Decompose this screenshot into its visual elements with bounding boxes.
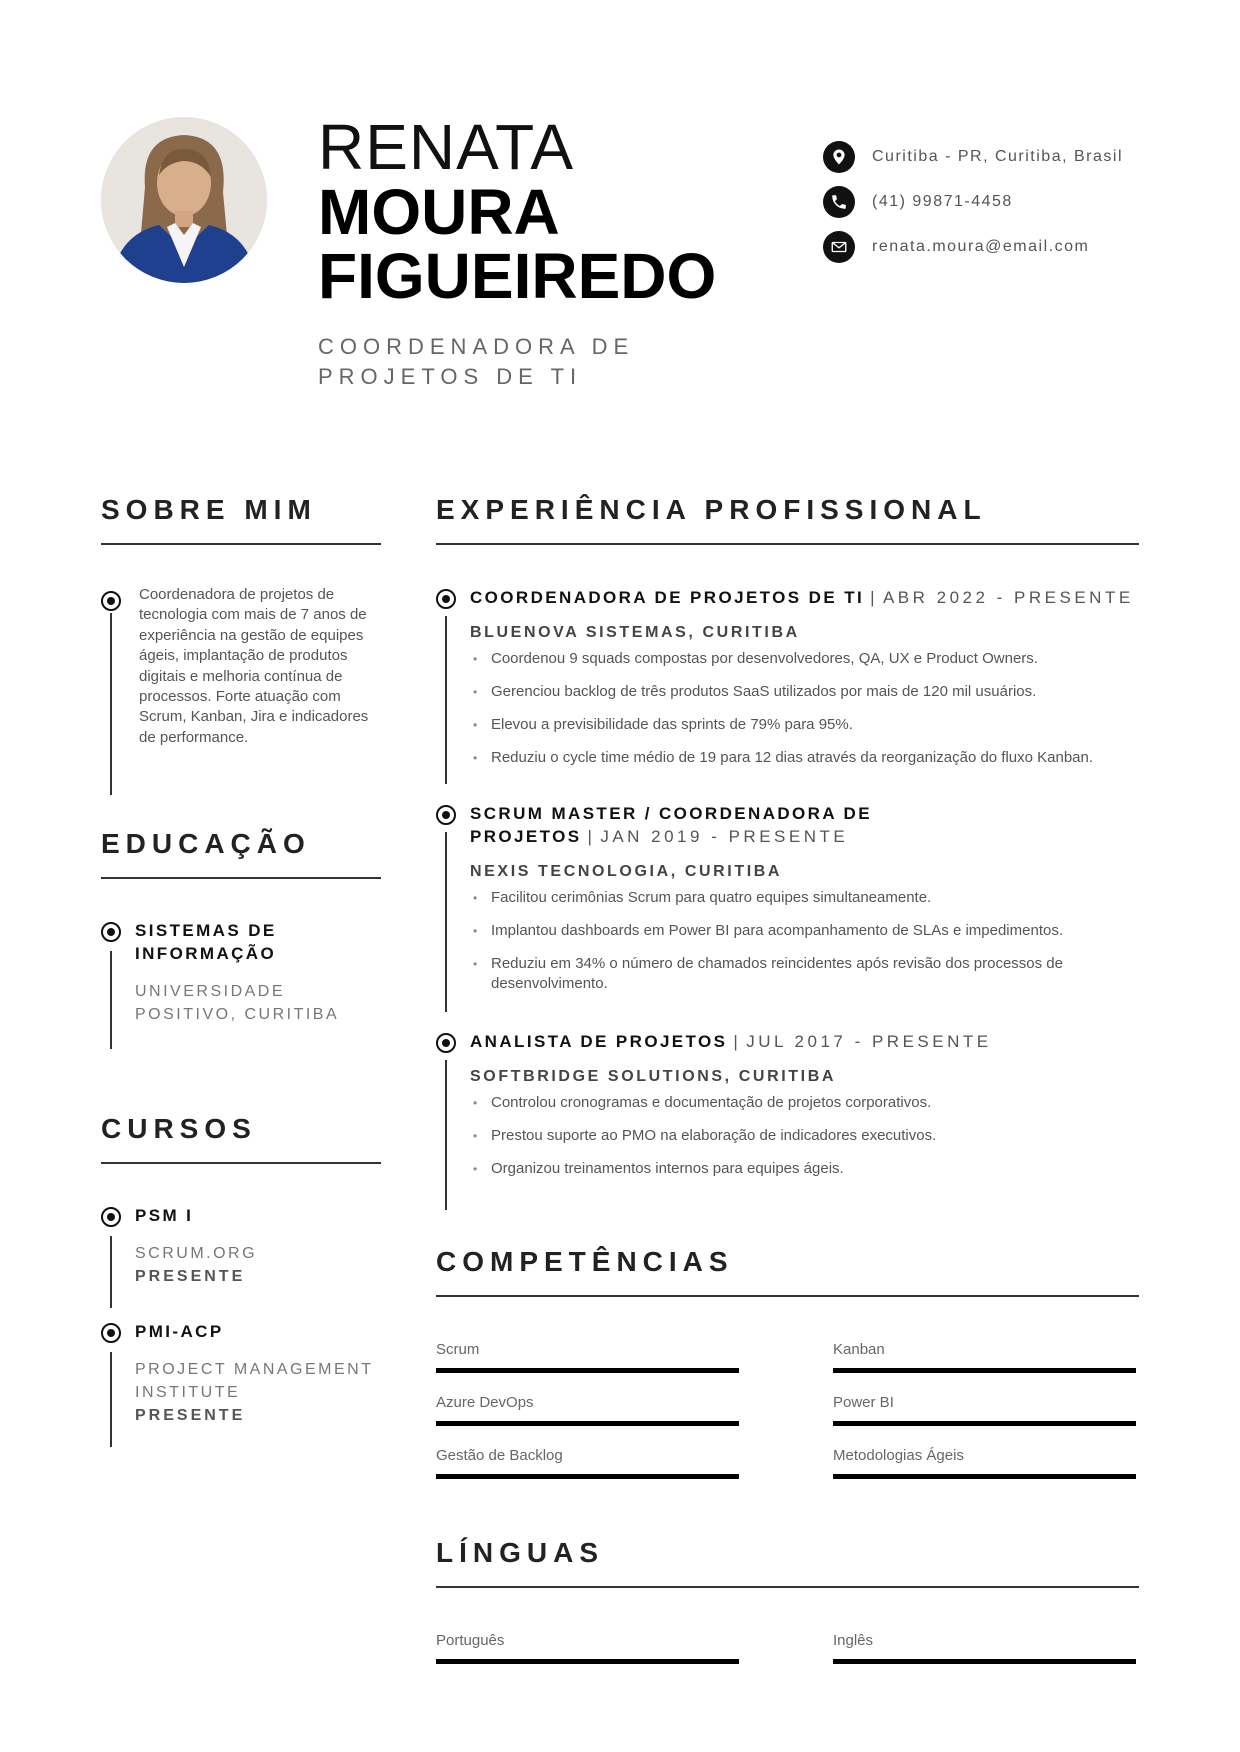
- contact-list: [823, 141, 1153, 276]
- timeline-dot: [101, 922, 121, 942]
- experience-item-3: [436, 1030, 1139, 1192]
- email-icon: [823, 231, 855, 263]
- job-title: COORDENADORA DE PROJETOS DE TI: [318, 334, 635, 389]
- experience-title: EXPERIÊNCIA PROFISSIONAL: [436, 494, 987, 525]
- experience-section: [436, 493, 1139, 545]
- about-text: Coordenadora de projetos de tecnologia com mais de 7 anos de experiência na gestão de equipes ágeis, implantação de produtos digitais e melhoria contínua de processos. Forte atuação com Scrum, Kanban, Jira e indicadores de performance.: [139, 586, 369, 746]
- languages-rule: [436, 1586, 1139, 1588]
- experience-bullet: • Elevou a previsibilidade das sprints de 79% para 95%.: [470, 715, 1150, 735]
- course-status: PRESENTE: [135, 1268, 246, 1285]
- skill-level-bar: [833, 1421, 1136, 1426]
- experience-bullet: • Organizou treinamentos internos para equipes ágeis.: [470, 1159, 1150, 1179]
- experience-company: SOFTBRIDGE SOLUTIONS, CURITIBA: [470, 1068, 836, 1085]
- about-section: [101, 493, 381, 545]
- phone-icon: [823, 186, 855, 218]
- language-name: Inglês: [833, 1632, 874, 1649]
- courses-section: [101, 1112, 381, 1164]
- contact-phone: [823, 186, 1153, 218]
- experience-bullet: • Implantou dashboards em Power BI para acompanhamento de SLAs e impedimentos.: [470, 921, 1150, 941]
- timeline-dot: [101, 1323, 121, 1343]
- experience-date: ABR 2022 - PRESENTE: [882, 588, 1134, 607]
- education-section: [101, 827, 381, 879]
- skills-grid-wrap: [436, 1340, 1139, 1499]
- experience-separator: |: [870, 588, 877, 607]
- experience-role: SCRUM MASTER / COORDENADORA DE PROJETOS: [470, 804, 872, 846]
- location-pin-icon: [823, 141, 855, 173]
- language-item: [833, 1631, 1136, 1684]
- experience-item-1: [436, 586, 1139, 781]
- experience-heading: [470, 802, 1030, 848]
- location-text: Curitiba - PR, Curitiba, Brasil: [872, 148, 1123, 165]
- course-entry: [101, 1204, 381, 1288]
- course-name: PSM I: [135, 1206, 194, 1225]
- experience-bullet: • Controlou cronogramas e documentação de projetos corporativos.: [470, 1093, 1150, 1113]
- about-rule: [101, 543, 381, 545]
- experience-bullets: [470, 1093, 1139, 1179]
- timeline-dot: [436, 589, 456, 609]
- skill-name: Azure DevOps: [436, 1394, 534, 1411]
- timeline-dot: [436, 1033, 456, 1053]
- skill-level-bar: [436, 1368, 739, 1373]
- portrait-image: [101, 117, 267, 283]
- phone-text: (41) 99871-4458: [872, 193, 1013, 210]
- education-entry: [101, 919, 381, 1026]
- languages-grid: [436, 1631, 1139, 1684]
- about-title: SOBRE MIM: [101, 494, 317, 525]
- profile-photo: [101, 117, 267, 283]
- skill-name: Scrum: [436, 1341, 480, 1358]
- languages-title: LÍNGUAS: [436, 1537, 604, 1568]
- language-name: Português: [436, 1632, 505, 1649]
- experience-date: JAN 2019 - PRESENTE: [600, 827, 849, 846]
- skill-level-bar: [833, 1474, 1136, 1479]
- experience-separator: |: [587, 827, 595, 846]
- skill-item: [833, 1446, 1136, 1499]
- education-item: [101, 919, 381, 1026]
- course-provider: SCRUM.ORG: [135, 1245, 258, 1262]
- languages-grid-wrap: [436, 1631, 1139, 1684]
- skill-item: [436, 1446, 739, 1499]
- skill-item: [436, 1340, 739, 1393]
- education-degree: SISTEMAS DE INFORMAÇÃO: [135, 921, 277, 963]
- experience-bullets: [470, 888, 1139, 994]
- course-provider: PROJECT MANAGEMENT INSTITUTE: [135, 1361, 374, 1401]
- course-status: PRESENTE: [135, 1407, 246, 1424]
- experience-company: BLUENOVA SISTEMAS, CURITIBA: [470, 624, 800, 641]
- contact-location: [823, 141, 1153, 173]
- name-block: [318, 111, 838, 392]
- skills-rule: [436, 1295, 1139, 1297]
- about-item: [101, 585, 381, 748]
- experience-item-2: [436, 802, 1139, 1007]
- about-body: [101, 585, 381, 748]
- education-institution: UNIVERSIDADE POSITIVO, CURITIBA: [135, 983, 340, 1023]
- skill-name: Metodologias Ágeis: [833, 1447, 964, 1464]
- experience-date: JUL 2017 - PRESENTE: [746, 1032, 992, 1051]
- skill-level-bar: [436, 1474, 739, 1479]
- timeline-dot: [436, 805, 456, 825]
- first-name: RENATA: [318, 111, 575, 183]
- course-entry: [101, 1320, 381, 1427]
- skill-name: Kanban: [833, 1341, 885, 1358]
- skill-name: Power BI: [833, 1394, 894, 1411]
- experience-role: COORDENADORA DE PROJETOS DE TI: [470, 588, 865, 607]
- skill-item: [436, 1393, 739, 1446]
- experience-bullet: • Facilitou cerimônias Scrum para quatro equipes simultaneamente.: [470, 888, 1150, 908]
- courses-title: CURSOS: [101, 1113, 257, 1144]
- courses-rule: [101, 1162, 381, 1164]
- contact-email: [823, 231, 1153, 263]
- course-item-2: [101, 1320, 381, 1427]
- skill-item: [833, 1340, 1136, 1393]
- experience-company: NEXIS TECNOLOGIA, CURITIBA: [470, 863, 783, 880]
- experience-bullet: • Reduziu em 34% o número de chamados reincidentes após revisão dos processos de desenvolvimento.: [470, 954, 1110, 994]
- experience-entry: [436, 802, 1139, 994]
- skills-section: [436, 1245, 1139, 1297]
- experience-bullet: • Coordenou 9 squads compostas por desenvolvedores, QA, UX e Product Owners.: [470, 649, 1150, 669]
- email-text: renata.moura@email.com: [872, 238, 1090, 255]
- course-name: PMI-ACP: [135, 1322, 224, 1341]
- experience-bullet: • Prestou suporte ao PMO na elaboração de indicadores executivos.: [470, 1126, 1150, 1146]
- skill-level-bar: [833, 1368, 1136, 1373]
- language-item: [436, 1631, 739, 1684]
- experience-entry: [436, 586, 1139, 768]
- last-name-2: FIGUEIREDO: [318, 240, 717, 312]
- last-name-1: MOURA: [318, 176, 560, 248]
- experience-bullet: • Reduziu o cycle time médio de 19 para 12 dias através da reorganização do fluxo Kanban.: [470, 748, 1150, 768]
- languages-section: [436, 1536, 1139, 1588]
- skills-grid: [436, 1340, 1139, 1499]
- experience-role: ANALISTA DE PROJETOS: [470, 1032, 728, 1051]
- skill-item: [833, 1393, 1136, 1446]
- experience-separator: |: [733, 1032, 741, 1051]
- skill-level-bar: [436, 1421, 739, 1426]
- course-item-1: [101, 1204, 381, 1288]
- skill-name: Gestão de Backlog: [436, 1447, 563, 1464]
- experience-bullets: [470, 649, 1139, 768]
- education-rule: [101, 877, 381, 879]
- language-level-bar: [436, 1659, 739, 1664]
- experience-entry: [436, 1030, 1139, 1179]
- experience-bullet: • Gerenciou backlog de três produtos SaaS utilizados por mais de 120 mil usuários.: [470, 682, 1150, 702]
- experience-heading: [470, 1030, 1150, 1053]
- language-level-bar: [833, 1659, 1136, 1664]
- skills-title: COMPETÊNCIAS: [436, 1246, 734, 1277]
- education-title: EDUCAÇÃO: [101, 828, 311, 859]
- timeline-dot: [101, 1207, 121, 1227]
- timeline-dot: [101, 591, 121, 611]
- experience-rule: [436, 543, 1139, 545]
- experience-heading: [470, 586, 1150, 609]
